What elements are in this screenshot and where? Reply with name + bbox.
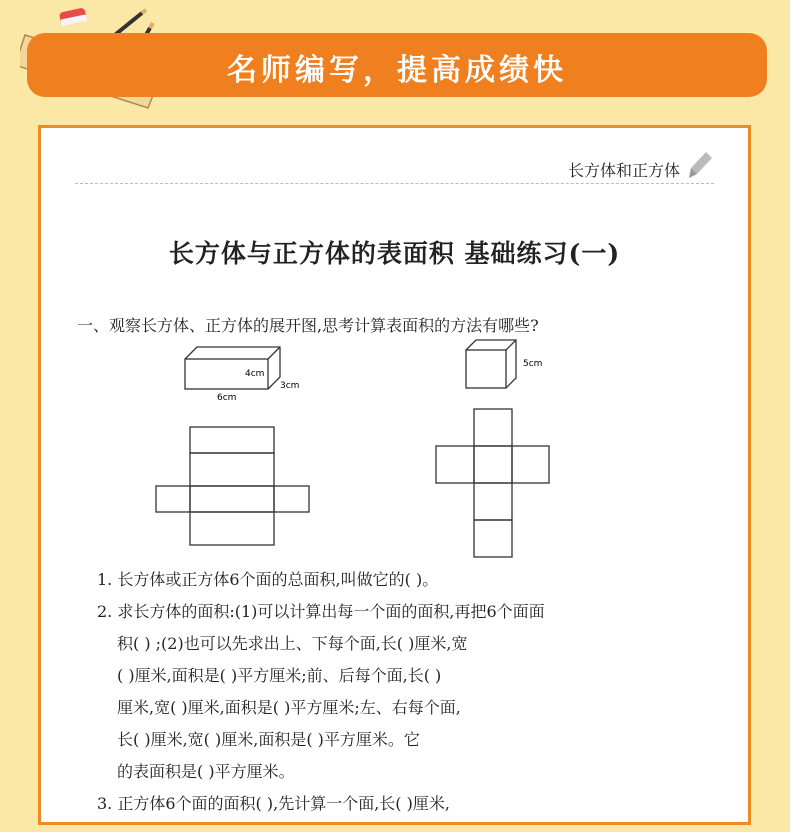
item-2-line-2: 积( ) ;(2)也可以先求出上、下每个面,长( )厘米,宽 — [117, 634, 468, 653]
cuboid-length-label: 6cm — [217, 393, 237, 403]
item-2 — [97, 596, 697, 788]
lesson-title: 长方体与正方体的表面积 基础练习(一) — [168, 239, 621, 268]
banner — [27, 33, 767, 97]
item-3-line-1: 3. 正方体6个面的面积( ),先计算一个面,长( )厘米, — [97, 794, 450, 813]
banner-title: 名师编写，提高成绩快 — [227, 53, 567, 88]
chapter-title: 长方体和正方体 — [567, 161, 680, 180]
cuboid-height-label: 4cm — [245, 369, 265, 379]
cube-figure — [466, 340, 516, 388]
worksheet-card — [38, 125, 751, 825]
cuboid-figure — [185, 347, 280, 389]
item-1 — [97, 564, 697, 596]
item-3 — [97, 788, 697, 820]
cuboid-width-label: 3cm — [280, 381, 300, 391]
item-2-line-5: 长( )厘米,宽( )厘米,面积是( )平方厘米。它 — [117, 730, 420, 749]
question-1: 一、观察长方体、正方体的展开图,思考计算表面积的方法有哪些? — [77, 316, 539, 335]
item-2-line-6: 的表面积是( )平方厘米。 — [117, 762, 295, 781]
cuboid-net — [156, 427, 309, 545]
item-2-line-1: 2. 求长方体的面积:(1)可以计算出每一个面的面积,再把6个面面 — [97, 602, 545, 621]
item-2-line-4: 厘米,宽( )厘米,面积是( )平方厘米;左、右每个面, — [117, 698, 461, 717]
cube-edge-label: 5cm — [523, 359, 543, 369]
item-1-line-1: 1. 长方体或正方体6个面的总面积,叫做它的( )。 — [97, 570, 439, 589]
cube-net — [436, 409, 549, 557]
item-2-line-3: ( )厘米,面积是( )平方厘米;前、后每个面,长( ) — [117, 666, 442, 685]
